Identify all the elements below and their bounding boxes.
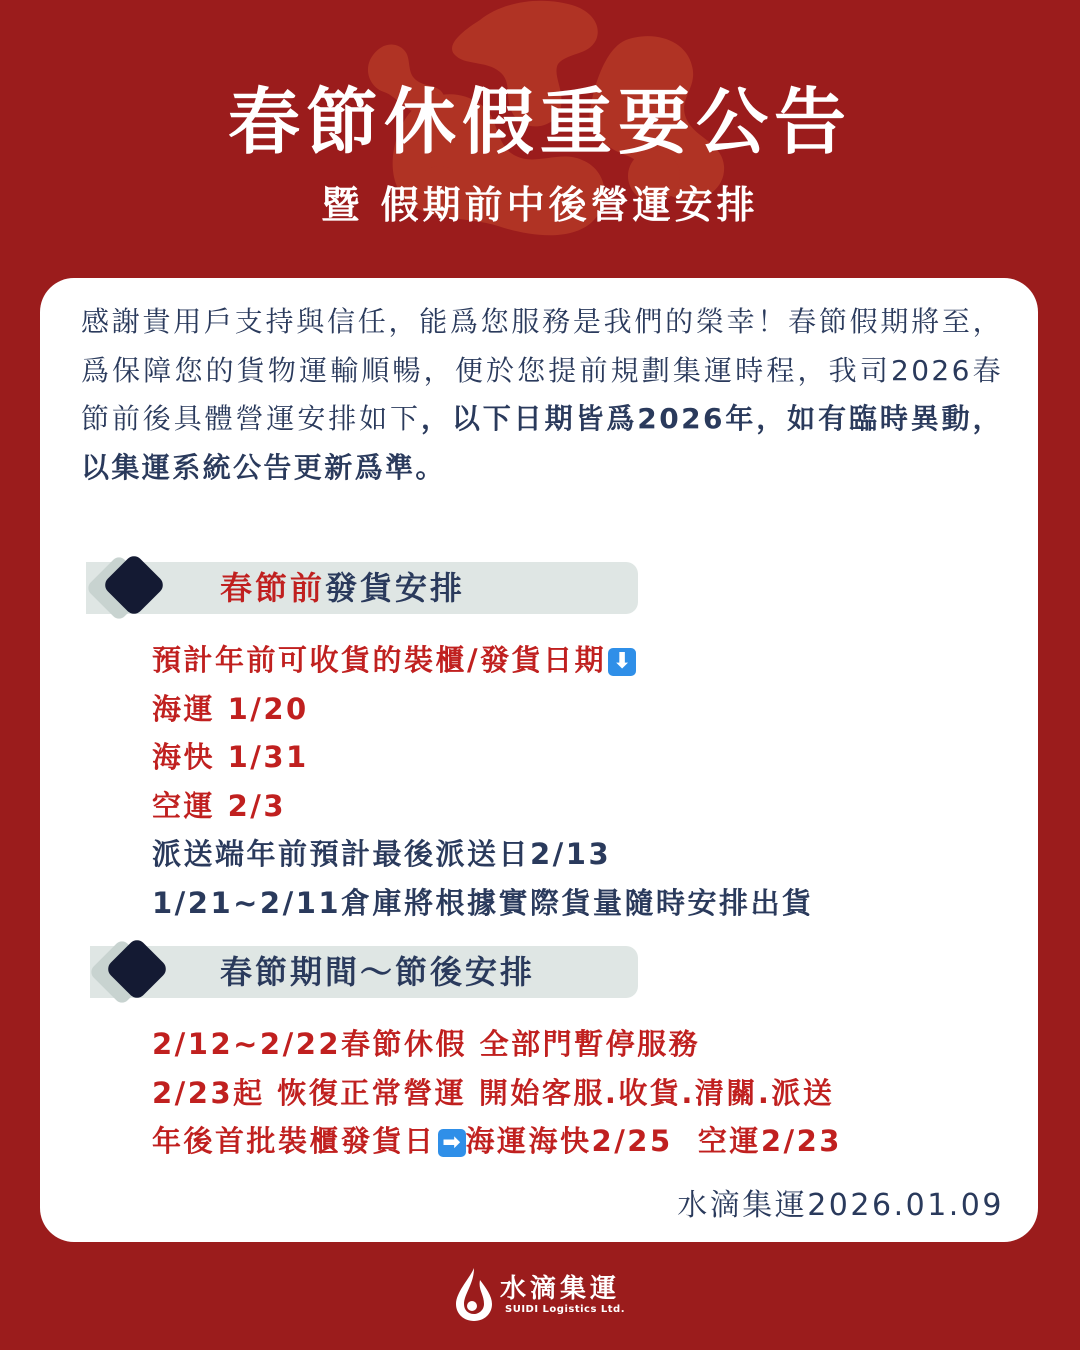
page-subtitle: 暨 假期前中後營運安排: [321, 183, 759, 227]
intro-paragraph: [81, 298, 1003, 492]
section1-diamond-icon: [107, 558, 167, 618]
list-item: 2/23起 恢復正常營運 開始客服.收貨.清關.派送: [152, 1075, 835, 1110]
list-item: 1/21~2/11倉庫將根據實際貨量隨時安排出貨: [152, 885, 814, 920]
list-item: 空運 2/3: [152, 788, 287, 823]
section2-diamond-icon: [110, 942, 170, 1002]
list-item: [152, 1117, 842, 1166]
list-item: 派送端年前預計最後派送日2/13: [152, 837, 612, 871]
section1-title-navy: 發貨安排: [325, 569, 466, 607]
intro-bold-text: ，以下日期皆爲2026年，如有臨時異動，以集運系統公告更新爲準。: [81, 402, 1003, 484]
page-title: 春節休假重要公告: [227, 80, 852, 164]
section2-lines: [152, 1020, 842, 1166]
list-item: 2/12~2/22春節休假 全部門暫停服務: [152, 1027, 701, 1061]
water-drop-logo-icon: [444, 1264, 504, 1324]
first-batch-dates: 海運海快2/25 空運2/23: [465, 1124, 842, 1158]
footer-brand-en: SUIDI Logistics Ltd.: [505, 1304, 626, 1315]
section2-title: 春節期間～節後安排: [220, 953, 536, 991]
section1-title-red: 春節前: [220, 569, 326, 607]
arrow-down-icon: ⬇: [608, 648, 636, 676]
announcement-card: [40, 278, 1038, 1242]
list-item: 海運 1/20: [152, 691, 309, 726]
first-batch-prefix: 年後首批裝櫃發貨日: [152, 1124, 436, 1158]
footer-brand: 水滴集運: [500, 1274, 621, 1304]
list-item: 海快 1/31: [152, 740, 309, 774]
intro-text: 感謝貴用戶支持與信任，能爲您服務是我們的榮幸！春節假期將至，爲保障您的貨物運輸順暢，便於您提前規劃集運時程，我司2026春節前後具體營運安排如下: [81, 305, 1003, 435]
list-item: [152, 636, 814, 685]
arrow-right-icon: ➡: [438, 1129, 466, 1157]
signature: 水滴集運2026.01.09: [677, 1188, 1004, 1223]
section1-lines: [152, 636, 814, 927]
section1-title: [220, 562, 465, 614]
shipping-date-header: 預計年前可收貨的裝櫃/發貨日期: [152, 643, 607, 677]
